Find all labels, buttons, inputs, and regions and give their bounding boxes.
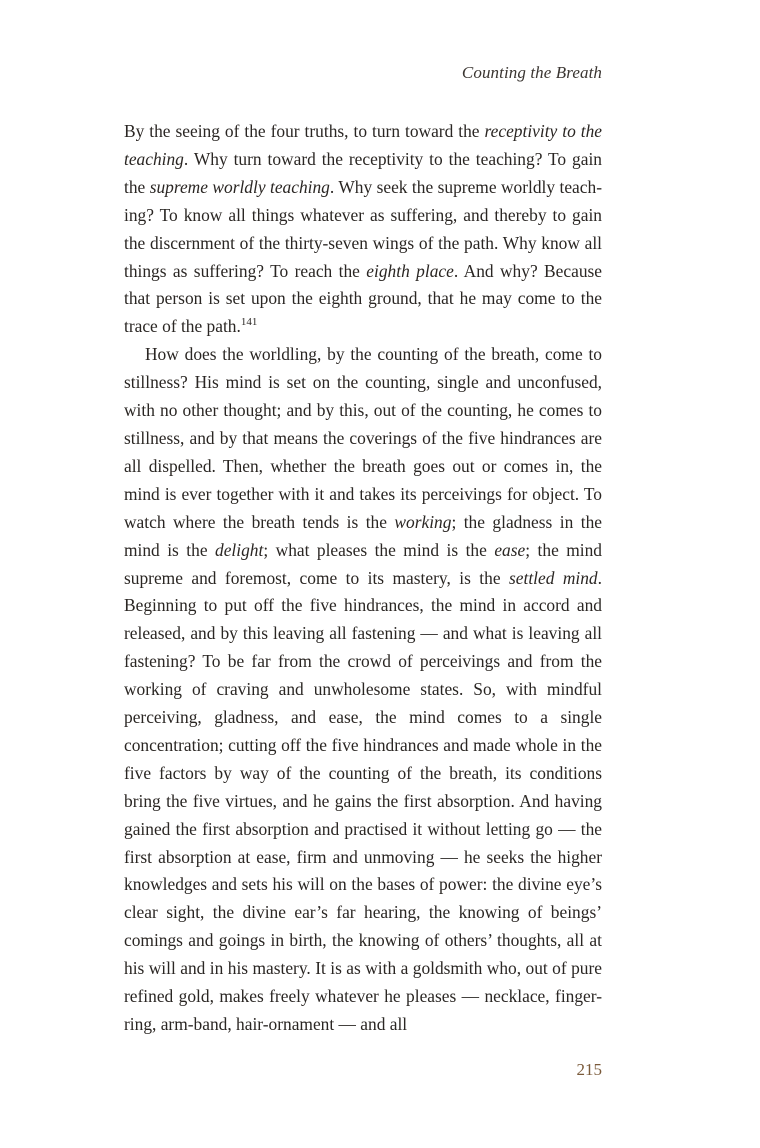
- italic-term: delight: [215, 539, 264, 560]
- paragraph-1: [124, 118, 602, 341]
- italic-term: settled mind: [509, 567, 598, 588]
- body-text: [124, 118, 602, 1039]
- text-run: . And why? Because that person is set upon the eighth ground, that he may come to the trace of the path.: [124, 260, 602, 337]
- text-run: How does the worldling, by the counting of the breath, come to stillness? His mind is set on the counting, single and unconfused, with no other thought; and by this, out of the counting, he comes to stillness, and by that means the coverings of the five hindrances are all dispelled. Then, whether the breath goes out or comes in, the mind is ever together with it and takes its perceivings for object. To watch where the breath tends is the: [124, 344, 602, 532]
- text-run: By the seeing of the four truths, to turn toward the: [124, 121, 485, 141]
- italic-term: ease: [494, 539, 526, 560]
- footnote-ref[interactable]: 141: [240, 316, 258, 329]
- italic-term: eighth place: [366, 260, 454, 281]
- paragraph-2: [124, 341, 602, 1039]
- italic-term: working: [394, 511, 452, 532]
- running-head: Counting the Breath: [461, 63, 602, 82]
- text-run: ; the gladness in the mind is the: [124, 511, 602, 560]
- text-run: ; the mind supreme and foremost, come to its mastery, is the: [124, 539, 603, 588]
- text-run: ; what pleases the mind is the: [263, 539, 495, 560]
- text-run: . Beginning to put off the five hindrances, the mind in accord and released, and by this leaving all fastening — and what is leaving all fastening? To be far from the crowd of perceivings and from the working of craving and unwholesome states. So, with mindful perceiving, gladness, and ease, the mind comes to a single concentration; cutting off the five hindrances and made whole in the five factors by way of the counting of the breath, its conditions bring the five virtues, and he gains the first absorption. And having gained the first absorption and practised it without letting go — the first absorption at ease, firm and unmoving — he seeks the higher knowledges and sets his will on the bases of power: the divine eye’s clear sight, the divine ear’s far hearing, the knowing of beings’ comings and goings in birth, the knowing of others’ thoughts, all at his will and in his mastery. It is as with a goldsmith who, out of pure refined gold, makes freely whatever he pleases — necklace, finger-ring, arm-band, hair-ornament — and all: [124, 567, 602, 1034]
- italic-term: supreme worldly teaching: [149, 176, 330, 197]
- text-run: . Why seek the supreme worldly teaching? To know all things whatever as suffering, and thereby to gain the discernment of the thirty-seven wings of the path. Why know all things as suffering? To reach the: [124, 176, 602, 281]
- text-run: . Why turn toward the receptivity to the teaching? To gain the: [124, 148, 602, 197]
- italic-term: receptivity to the teaching: [124, 121, 602, 169]
- page-number: 215: [576, 1060, 602, 1079]
